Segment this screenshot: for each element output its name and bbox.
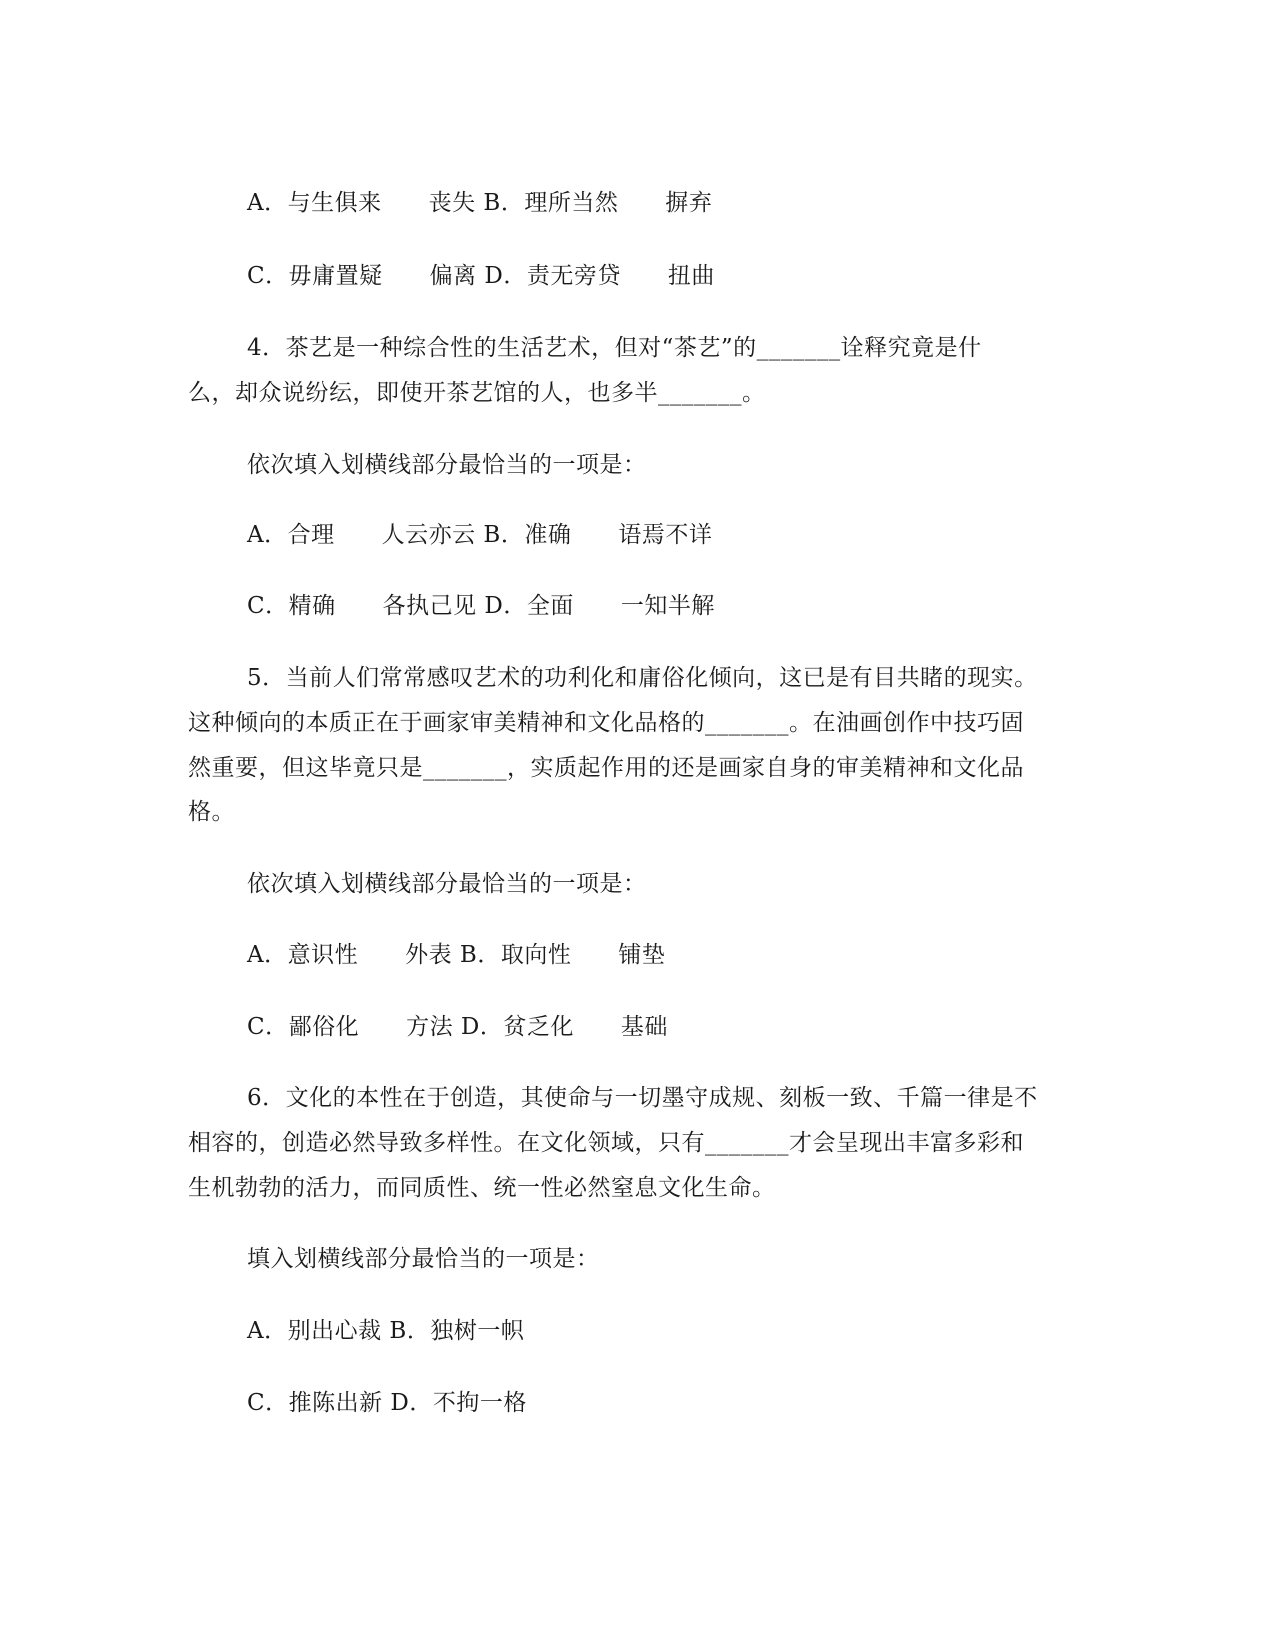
q5-stem-line4: 格。 bbox=[188, 799, 235, 825]
q6-prompt: 填入划横线部分最恰当的一项是： bbox=[247, 1246, 600, 1272]
q3-options-ab: A．与生俱来 丧失 B．理所当然 摒弃 bbox=[247, 190, 713, 216]
q6-options-ab: A．别出心裁 B．独树一帜 bbox=[247, 1318, 525, 1344]
q5-options-ab: A．意识性 外表 B．取向性 铺垫 bbox=[247, 942, 666, 968]
q4-stem-line2: 么，却众说纷纭，即使开茶艺馆的人，也多半_______。 bbox=[188, 380, 766, 406]
q5-stem-line1: 5．当前人们常常感叹艺术的功利化和庸俗化倾向，这已是有目共睹的现实。 bbox=[247, 665, 1038, 691]
q4-stem-line1: 4．茶艺是一种综合性的生活艺术，但对“茶艺”的_______诠释究竟是什 bbox=[247, 335, 982, 361]
q4-prompt: 依次填入划横线部分最恰当的一项是： bbox=[247, 452, 647, 478]
q6-stem-line2: 相容的，创造必然导致多样性。在文化领域，只有_______才会呈现出丰富多彩和 bbox=[188, 1130, 1024, 1156]
q5-stem-line2: 这种倾向的本质正在于画家审美精神和文化品格的_______。在油画创作中技巧固 bbox=[188, 710, 1024, 736]
q4-options-ab: A．合理 人云亦云 B．准确 语焉不详 bbox=[247, 522, 713, 548]
q6-options-cd: C．推陈出新 D．不拘一格 bbox=[247, 1390, 527, 1416]
q6-stem-line1: 6．文化的本性在于创造，其使命与一切墨守成规、刻板一致、千篇一律是不 bbox=[247, 1085, 1038, 1111]
q4-options-cd: C．精确 各执己见 D．全面 一知半解 bbox=[247, 593, 715, 619]
q5-stem-line3: 然重要，但这毕竟只是_______，实质起作用的还是画家自身的审美精神和文化品 bbox=[188, 755, 1024, 781]
q5-options-cd: C．鄙俗化 方法 D．贫乏化 基础 bbox=[247, 1014, 668, 1040]
q5-prompt: 依次填入划横线部分最恰当的一项是： bbox=[247, 871, 647, 897]
q3-options-cd: C．毋庸置疑 偏离 D．责无旁贷 扭曲 bbox=[247, 263, 715, 289]
q6-stem-line3: 生机勃勃的活力，而同质性、统一性必然窒息文化生命。 bbox=[188, 1175, 776, 1201]
